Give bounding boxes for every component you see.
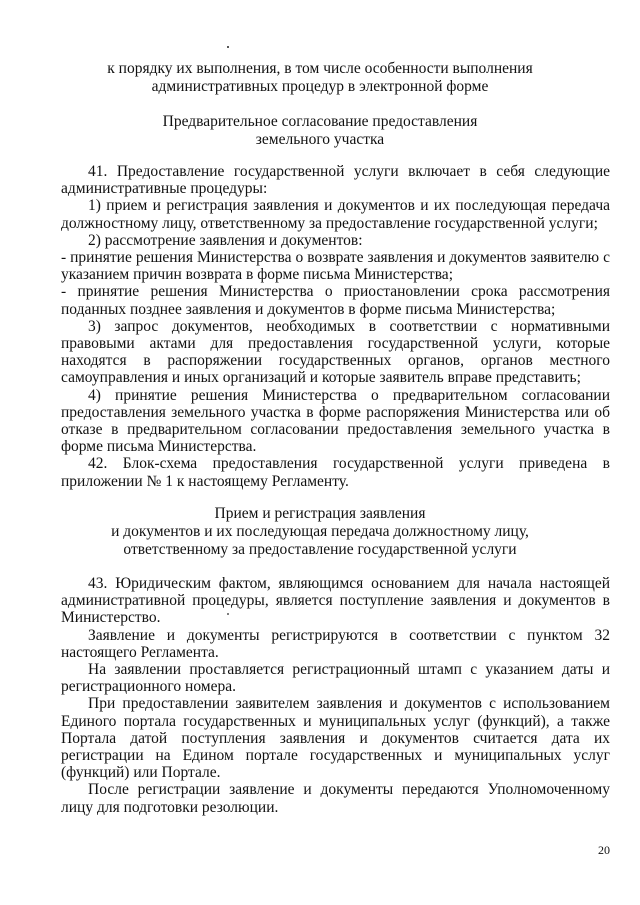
heading-line: земельного участка (255, 131, 385, 148)
paragraph-item-1: 1) прием и регистрация заявления и документов и их последующая передача должностному лицу, ответственному за предоставление государственной услуги; (61, 197, 610, 232)
section2-body (61, 575, 610, 816)
top-heading (0, 60, 640, 96)
paragraph-stamp: На заявлении проставляется регистрационный штамп с указанием даты и регистрационного номера. (61, 661, 610, 696)
heading-line: Прием и регистрация заявления (214, 505, 426, 522)
paragraph-transfer: После регистрации заявление и документы передаются Уполномоченному лицу для подготовки резолюции. (61, 781, 610, 816)
paragraph-41: 41. Предоставление государственной услуги включает в себя следующие административные процедуры: (61, 163, 610, 198)
section-heading-preliminary-approval (0, 113, 640, 149)
paragraph-item-3: 3) запрос документов, необходимых в соответствии с нормативными правовыми актами для предоставления государственной услуги, которые находятся в распоряжении государственных органов, органов местного самоуправления и иных организаций и которые заявитель вправе представить; (61, 317, 610, 387)
paragraph-item-4: 4) принятие решения Министерства о предварительном согласовании предоставления земельного участка в форме распоряжения Министерства или об отказе в предварительном согласовании предоставления земельного участка в форме письма Министерства. (61, 386, 610, 456)
paragraph-registration: Заявление и документы регистрируются в соответствии с пунктом 32 настоящего Регламента. (61, 626, 610, 661)
page-number: 20 (598, 843, 610, 857)
heading-line: Предварительное согласование предоставления (162, 113, 478, 130)
scan-speck (227, 46, 229, 48)
section-heading-reception-registration (0, 505, 640, 559)
paragraph-subitem-suspension: - принятие решения Министерства о приостановлении срока рассмотрения поданных позднее заявления и документов в форме письма Министерства; (61, 283, 610, 318)
paragraph-43: 43. Юридическим фактом, являющимся основанием для начала настоящей административной процедуры, является поступление заявления и документов в Министерство. (61, 575, 610, 627)
heading-line: и документов и их последующая передача должностному лицу, (111, 523, 529, 540)
heading-line: ответственному за предоставление государственной услуги (123, 541, 517, 558)
section1-body (61, 163, 610, 490)
heading-line: административных процедур в электронной форме (151, 78, 489, 95)
heading-line: к порядку их выполнения, в том числе особенности выполнения (107, 60, 533, 77)
paragraph-item-2: 2) рассмотрение заявления и документов: (88, 231, 363, 249)
paragraph-portal: При предоставлении заявителем заявления и документов с использованием Единого портала государственных и муниципальных услуг (функций), а также Портала датой поступления заявления и документов считается дата их регистрации на Едином портале государственных и муниципальных услуг (функций) или Портале. (61, 695, 610, 782)
paragraph-subitem-return: - принятие решения Министерства о возврате заявления и документов заявителю с указанием причин возврата в форме письма Министерства; (61, 249, 610, 284)
paragraph-42: 42. Блок-схема предоставления государственной услуги приведена в приложении № 1 к настоящему Регламенту. (61, 455, 610, 490)
